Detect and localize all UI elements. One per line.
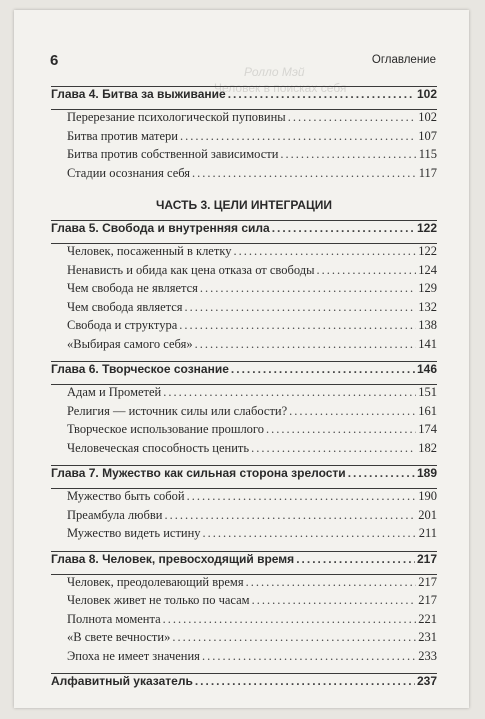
part-title: ЧАСТЬ 3. ЦЕЛИ ИНТЕГРАЦИИ: [155, 198, 332, 212]
dot-leader: [231, 362, 415, 376]
section-title: Свобода и структура: [67, 318, 178, 332]
section-title: Человек живет не только по часам: [67, 593, 250, 607]
dot-leader: [280, 147, 416, 162]
dot-leader: [195, 674, 415, 688]
toc-section[interactable]: [51, 281, 437, 300]
chapter-title: Глава 6. Творческое сознание: [51, 362, 229, 376]
chapter-title: Глава 5. Свобода и внутренняя сила: [51, 221, 270, 235]
section-page: 190: [418, 489, 437, 503]
toc-section[interactable]: [51, 318, 437, 337]
dot-leader: [195, 337, 417, 352]
chapter-page: 122: [416, 221, 437, 235]
table-of-contents: [51, 86, 437, 696]
dot-leader: [296, 552, 415, 566]
toc-chapter-6[interactable]: [51, 362, 437, 384]
toc-section[interactable]: [51, 508, 437, 527]
dot-leader: [192, 166, 417, 181]
section-title: Эпоха не имеет значения: [67, 648, 200, 663]
toc-section[interactable]: [51, 575, 437, 594]
section-page: 233: [418, 648, 437, 663]
section-title: Адам и Прометей: [67, 385, 162, 399]
section-page: 211: [418, 526, 437, 540]
book-page: [14, 10, 469, 708]
toc-section[interactable]: [51, 489, 437, 508]
dot-leader: [251, 441, 416, 456]
section-page: 129: [418, 281, 437, 295]
dot-leader: [203, 526, 417, 541]
running-title: Оглавление: [371, 54, 436, 66]
section-page: 161: [418, 403, 437, 418]
toc-section[interactable]: [51, 612, 437, 631]
index-page: 237: [416, 674, 437, 688]
chapter-title: Глава 8. Человек, превосходящий время: [51, 551, 295, 566]
index-title: Алфавитный указатель: [51, 674, 193, 688]
toc-section[interactable]: [51, 526, 437, 545]
section-title: Чем свобода не является: [67, 281, 198, 295]
toc-section[interactable]: [51, 129, 437, 148]
section-title: Творческое использование прошлого: [67, 422, 264, 436]
section-title: Человек, посаженный в клетку: [67, 244, 232, 258]
section-title: Религия — источник силы или слабости?: [67, 403, 288, 418]
toc-section[interactable]: [51, 441, 437, 460]
dot-leader: [180, 129, 416, 144]
dot-leader: [252, 593, 417, 608]
section-title: Мужество быть собой: [67, 489, 185, 503]
dot-leader: [266, 422, 416, 437]
bleed-through-title: Человек в поисках себя: [214, 81, 347, 95]
section-title: Полнота момента: [67, 611, 161, 626]
section-title: Перерезание психологической пуповины: [67, 110, 286, 124]
section-page: 221: [418, 611, 437, 626]
toc-chapter-8[interactable]: [51, 552, 437, 574]
toc-chapter-5[interactable]: [51, 221, 437, 243]
section-page: 122: [418, 244, 437, 258]
toc-chapter-7[interactable]: [51, 466, 437, 488]
chapter-page: 217: [416, 551, 437, 566]
dot-leader: [228, 87, 415, 101]
section-page: 138: [418, 318, 437, 332]
toc-section[interactable]: [51, 422, 437, 441]
section-page: 107: [418, 128, 437, 143]
dot-leader: [202, 649, 416, 664]
dot-leader: [172, 630, 416, 645]
toc-section[interactable]: [51, 300, 437, 319]
toc-section[interactable]: [51, 630, 437, 649]
toc-section[interactable]: [51, 649, 437, 668]
section-page: 151: [418, 385, 437, 399]
chapter-page: 102: [416, 87, 437, 101]
dot-leader: [348, 466, 415, 480]
section-title: Преамбула любви: [67, 507, 163, 522]
section-page: 115: [418, 147, 437, 161]
toc-section[interactable]: [51, 244, 437, 263]
dot-leader: [185, 300, 417, 315]
toc-section[interactable]: [51, 166, 437, 185]
section-page: 217: [418, 593, 437, 607]
chapter-page: 189: [416, 466, 437, 480]
section-page: 117: [418, 165, 437, 180]
chapter-page: 146: [416, 362, 437, 376]
dot-leader: [163, 612, 417, 627]
dot-leader: [246, 575, 417, 590]
dot-leader: [164, 508, 416, 523]
section-title: «В свете вечности»: [67, 630, 171, 644]
section-title: Человеческая способность ценить: [67, 440, 250, 455]
dot-leader: [200, 281, 416, 296]
toc-section[interactable]: [51, 110, 437, 129]
toc-section[interactable]: [51, 404, 437, 423]
section-title: Битва против матери: [67, 128, 178, 143]
dot-leader: [317, 263, 417, 278]
page-number: 6: [50, 52, 59, 69]
dot-leader: [233, 244, 416, 259]
chapter-title: Глава 7. Мужество как сильная сторона зрелости: [51, 466, 346, 480]
toc-section[interactable]: [51, 147, 437, 166]
section-page: 124: [418, 262, 437, 277]
dot-leader: [163, 385, 416, 400]
section-title: Битва против собственной зависимости: [67, 147, 279, 161]
section-page: 201: [418, 507, 437, 522]
section-title: Стадии осознания себя: [67, 165, 191, 180]
toc-section[interactable]: [51, 593, 437, 612]
dot-leader: [187, 489, 417, 504]
section-page: 102: [418, 110, 437, 124]
section-title: Человек, преодолевающий время: [67, 574, 244, 589]
section-page: 132: [418, 299, 437, 314]
section-page: 217: [418, 574, 437, 589]
toc-section[interactable]: [51, 263, 437, 282]
bleed-through-author: Ролло Мэй: [244, 65, 305, 79]
toc-section[interactable]: [51, 385, 437, 404]
toc-chapter-4[interactable]: [51, 87, 437, 109]
toc-index[interactable]: [51, 674, 437, 696]
section-title: Ненависть и обида как цена отказа от свободы: [67, 262, 315, 277]
chapter-title: Глава 4. Битва за выживание: [51, 87, 226, 101]
section-title: Мужество видеть истину: [67, 526, 201, 540]
section-page: 141: [418, 336, 437, 351]
section-page: 231: [418, 630, 437, 644]
dot-leader: [179, 318, 416, 333]
section-title: «Выбирая самого себя»: [67, 336, 193, 351]
dot-leader: [272, 221, 415, 235]
section-page: 182: [418, 440, 437, 455]
toc-section[interactable]: [51, 337, 437, 356]
section-title: Чем свобода является: [67, 299, 183, 314]
section-page: 174: [418, 422, 437, 436]
dot-leader: [288, 110, 417, 125]
dot-leader: [289, 404, 416, 419]
